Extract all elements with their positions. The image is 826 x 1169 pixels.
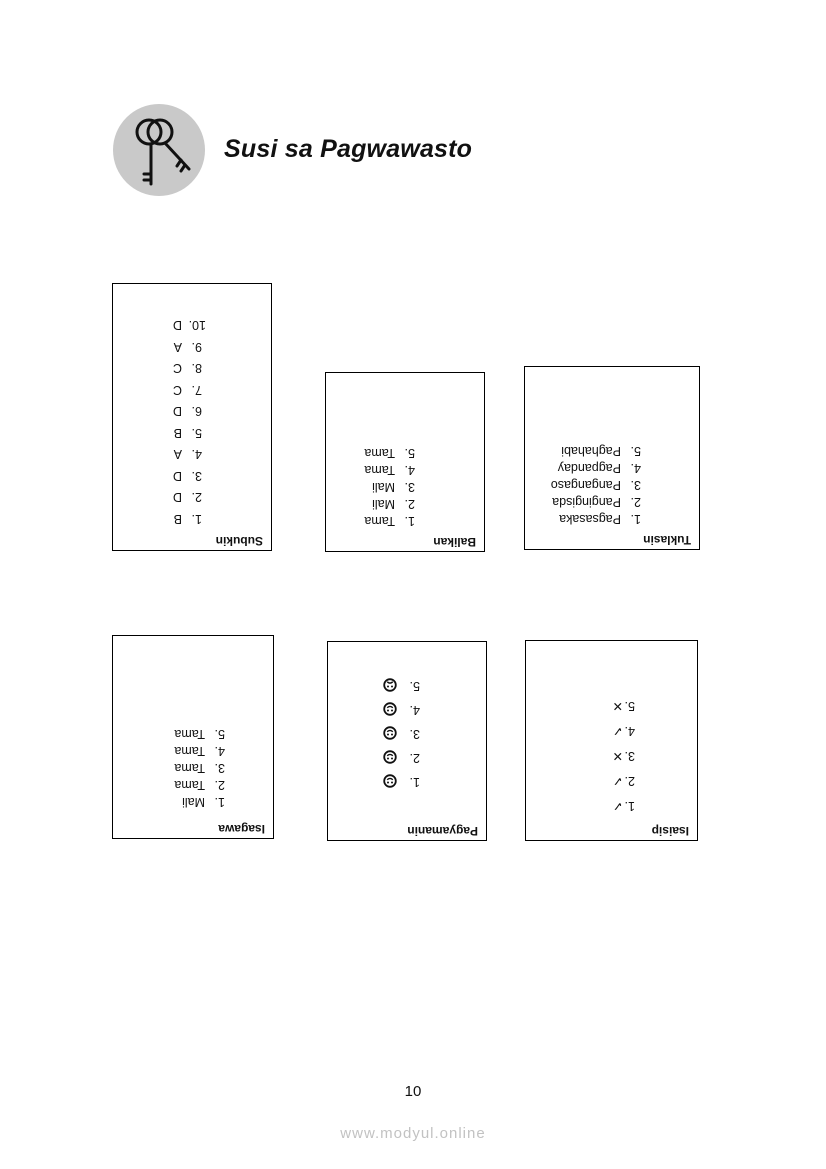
list-item: 5.Paghahabi bbox=[561, 444, 641, 458]
list-item: 4.Tama bbox=[364, 463, 415, 477]
smiley-face-icon bbox=[383, 702, 397, 716]
answer-box-balikan bbox=[325, 372, 485, 552]
smiley-face-icon bbox=[383, 774, 397, 788]
list-item: 9.A bbox=[173, 340, 202, 354]
box-title-balikan: Balikan bbox=[433, 535, 476, 549]
list-item: 2.D bbox=[172, 490, 202, 504]
page-number: 10 bbox=[404, 1083, 422, 1100]
list-item: 2.Mali bbox=[372, 497, 415, 511]
list-item: 4.✓ bbox=[612, 724, 635, 738]
list-item: 6.D bbox=[172, 404, 202, 418]
list-item: 1.Pagsasaka bbox=[559, 512, 641, 526]
watermark: www.modyul.online bbox=[340, 1125, 486, 1142]
list-item: 3.D bbox=[172, 469, 202, 483]
box-title-isaisip: Isaisip bbox=[651, 824, 689, 838]
box-title-isagawa: Isagawa bbox=[218, 822, 265, 836]
list-item: 2. bbox=[383, 750, 420, 765]
page-title: Susi sa Pagwawasto bbox=[224, 135, 473, 163]
list-item: 3.✕ bbox=[612, 749, 635, 763]
list-item: 5.Tama bbox=[364, 446, 415, 460]
list-item: 2.Pangingisda bbox=[552, 495, 641, 509]
answer-box-isaisip bbox=[525, 640, 698, 841]
list-item: 3.Mali bbox=[372, 480, 415, 494]
list-item: 7.C bbox=[172, 383, 202, 397]
answer-box-tuklasin bbox=[524, 366, 700, 550]
list-item: 3.Pangangaso bbox=[550, 478, 641, 492]
list-item: 1.Tama bbox=[364, 514, 415, 528]
list-item: 4.A bbox=[173, 447, 202, 461]
box-title-pagyamanin: Pagyamanin bbox=[407, 824, 478, 838]
box-title-tuklasin: Tuklasin bbox=[643, 533, 691, 547]
smiley-face-icon bbox=[383, 750, 397, 764]
box-title-subukin: Subukin bbox=[215, 534, 263, 548]
answer-box-pagyamanin bbox=[327, 641, 487, 841]
list-item: 4.Pagpanday bbox=[557, 461, 641, 475]
list-item: 1.✓ bbox=[612, 799, 635, 813]
list-item: 8.C bbox=[172, 361, 202, 375]
list-item: 3. bbox=[383, 726, 420, 741]
list-item: 4. bbox=[383, 702, 420, 717]
list-item: 5. bbox=[383, 678, 420, 693]
list-item: 4.Tama bbox=[174, 744, 225, 758]
list-item: 1.B bbox=[173, 512, 202, 526]
answer-box-subukin bbox=[112, 283, 272, 551]
answer-box-isagawa bbox=[112, 635, 274, 839]
list-item: 5.Tama bbox=[174, 727, 225, 741]
smiley-face-icon bbox=[383, 726, 397, 740]
list-item: 10.D bbox=[172, 318, 206, 332]
list-item: 3.Tama bbox=[174, 761, 225, 775]
list-item: 2.✓ bbox=[612, 774, 635, 788]
list-item: 5.B bbox=[173, 426, 202, 440]
list-item: 5.✕ bbox=[612, 699, 635, 713]
list-item: 1.Mali bbox=[182, 795, 225, 809]
list-item: 2.Tama bbox=[174, 778, 225, 792]
list-item: 1. bbox=[383, 774, 420, 789]
sad-face-icon bbox=[383, 678, 397, 692]
keys-icon bbox=[113, 104, 205, 196]
